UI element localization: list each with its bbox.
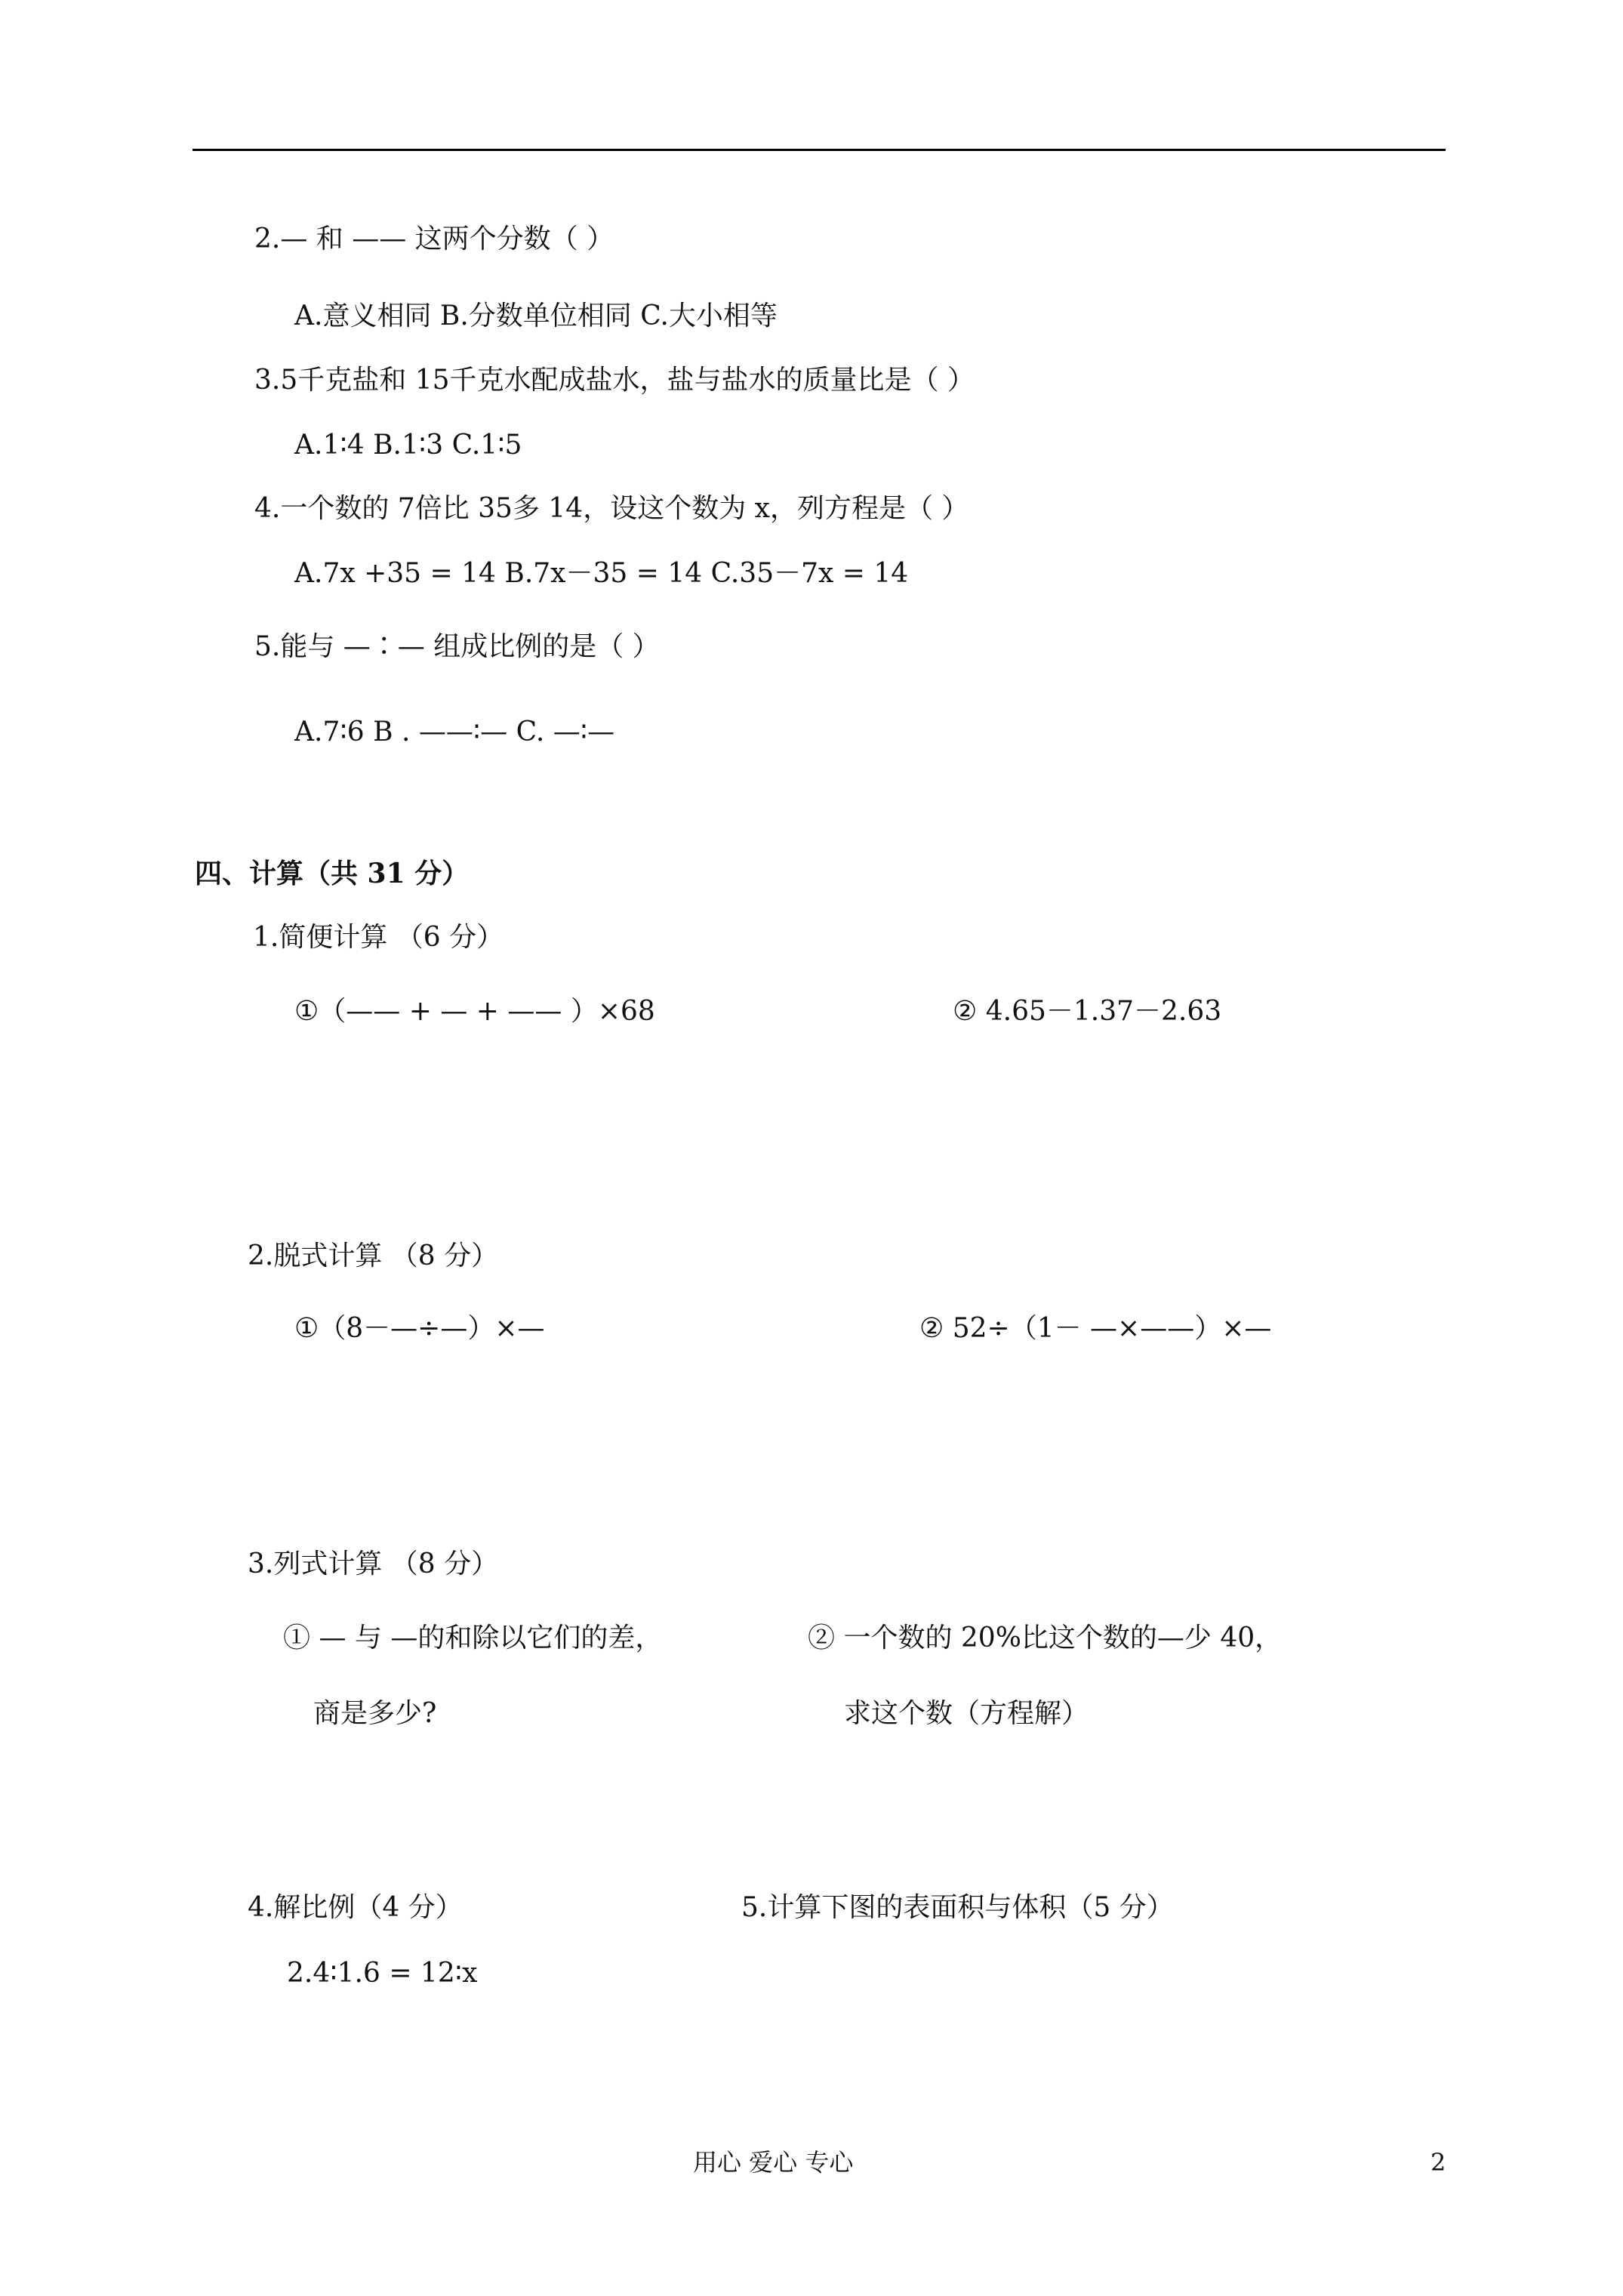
q3-stem: 3.5千克盐和 15千克水配成盐水，盐与盐水的质量比是（ ） xyxy=(254,365,975,396)
footer-motto: 用心 爱心 专心 xyxy=(693,2148,854,2177)
page-number: 2 xyxy=(1431,2148,1446,2177)
p3-title: 3.列式计算 （8 分） xyxy=(248,1549,499,1579)
q3-options: A.1∶4 B.1∶3 C.1∶5 xyxy=(294,430,522,461)
p1-title: 1.简便计算 （6 分） xyxy=(253,922,504,953)
p3-item2-line1: ② 一个数的 20%比这个数的—少 40， xyxy=(808,1623,1283,1653)
p3-item2-line2: 求这个数（方程解） xyxy=(844,1698,1089,1729)
q4-options: A.7x +35 = 14 B.7x－35 = 14 C.35－7x = 14 xyxy=(294,558,909,589)
p5-title: 5.计算下图的表面积与体积（5 分） xyxy=(741,1892,1174,1923)
p1-item2: ② 4.65－1.37－2.63 xyxy=(953,996,1222,1027)
section4-title: 四、计算（共 31 分） xyxy=(195,858,470,889)
p2-item1: ①（8－—÷—）×— xyxy=(294,1313,545,1344)
q4-stem: 4.一个数的 7倍比 35多 14，设这个数为 x，列方程是（ ） xyxy=(254,493,969,524)
p3-item1-line2: 商是多少? xyxy=(313,1698,437,1729)
p2-item2: ② 52÷（1－ —×——）×— xyxy=(919,1313,1272,1344)
p4-expression: 2.4∶1.6 = 12∶x xyxy=(287,1958,478,1989)
q2-options: A.意义相同 B.分数单位相同 C.大小相等 xyxy=(294,300,778,331)
p3-item1-line1: ① — 与 —的和除以它们的差， xyxy=(283,1623,663,1653)
p1-item1: ①（—— + — + —— ）×68 xyxy=(294,996,655,1027)
q2-stem: 2.— 和 —— 这两个分数（ ） xyxy=(254,223,614,254)
header-rule xyxy=(192,149,1446,151)
q5-stem: 5.能与 —∶— 组成比例的是（ ） xyxy=(254,631,660,662)
q5-options: A.7∶6 B . ——∶— C. —∶— xyxy=(294,717,615,747)
p2-title: 2.脱式计算 （8 分） xyxy=(248,1240,499,1271)
p4-title: 4.解比例（4 分） xyxy=(248,1892,463,1923)
